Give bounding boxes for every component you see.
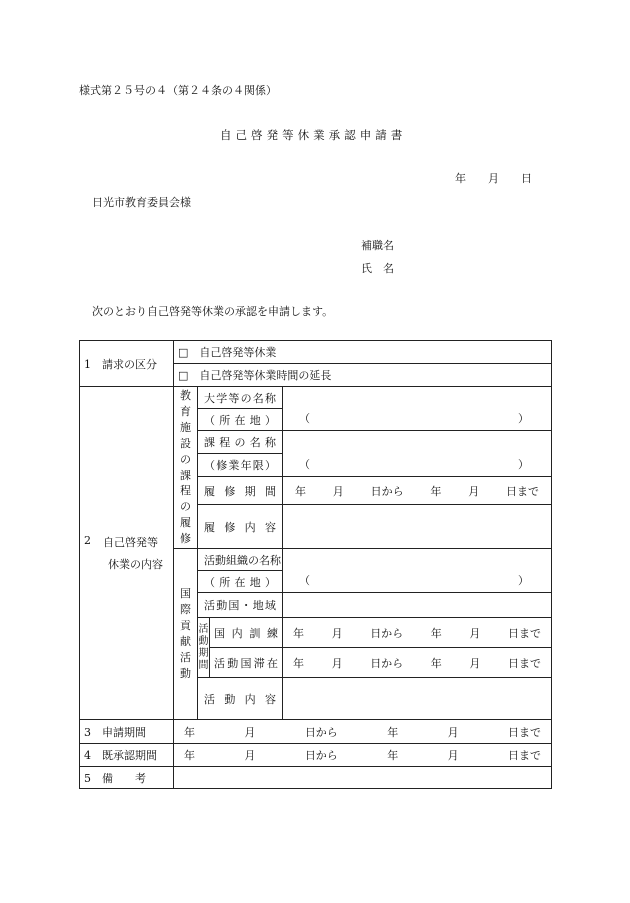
label-char: 活 xyxy=(204,599,215,612)
date-part: 年 xyxy=(184,749,195,762)
label-char: 組 xyxy=(226,553,237,567)
name-label: 氏 名 xyxy=(361,262,394,275)
application-table xyxy=(79,340,552,789)
date-part: 月 xyxy=(331,656,343,670)
date-part: 日から xyxy=(304,749,338,762)
label-char: 内 xyxy=(244,520,256,534)
form-number: 様式第２５号の４（第２４条の４関係） xyxy=(79,84,277,97)
remarks-label: 5 備 考 xyxy=(80,767,174,789)
activity-content-label xyxy=(198,678,283,720)
label-char: 学 xyxy=(216,391,228,405)
vertical-char: の xyxy=(180,500,191,514)
date-part: 年 xyxy=(387,749,399,762)
label-char: 活 xyxy=(204,692,215,706)
label-char: 動 xyxy=(216,599,228,612)
label-char: 所 xyxy=(219,413,231,427)
label-char: 動 xyxy=(227,656,239,670)
label-char: 容 xyxy=(264,520,276,534)
label-char: ） xyxy=(264,459,276,472)
date-part: 月 xyxy=(469,656,481,670)
vertical-char: 設 xyxy=(180,436,191,450)
school-location-label xyxy=(198,409,283,431)
label-char: 在 xyxy=(267,656,278,670)
date-part: 年 xyxy=(430,656,442,670)
vertical-char: 履 xyxy=(180,516,191,530)
label-char: 大 xyxy=(204,391,215,405)
date-part: 日から xyxy=(370,626,404,640)
statement: 次のとおり自己啓発等休業の承認を申請します。 xyxy=(92,305,334,318)
label-char: 地 xyxy=(249,575,261,589)
leave-content-label: 2 自己啓発等 休業の内容 xyxy=(80,387,174,720)
vertical-char: 動 xyxy=(180,666,191,680)
study-content-field[interactable] xyxy=(283,505,552,549)
date-part: 月 xyxy=(468,484,480,498)
date-part: 年 xyxy=(184,725,195,739)
date-part: 月 xyxy=(332,484,344,498)
date-line: 年 月 日 xyxy=(455,172,532,185)
vertical-char: 程 xyxy=(180,484,191,498)
date-part: 日から xyxy=(370,656,404,670)
label-char: 地 xyxy=(249,413,261,427)
study-content-label xyxy=(198,505,283,549)
vertical-char: 教 xyxy=(180,388,191,402)
label-char: 期 xyxy=(244,484,256,498)
label-char: 織 xyxy=(237,553,248,567)
label-char: 称 xyxy=(265,436,276,449)
label-char: 容 xyxy=(264,692,276,706)
abroad-period-field[interactable] xyxy=(283,648,552,678)
label-char: 称 xyxy=(264,391,276,405)
label-char: 名 xyxy=(252,391,264,405)
label-char: 業 xyxy=(228,459,240,472)
label-char: 名 xyxy=(249,436,261,449)
date-part: 月 xyxy=(447,749,459,762)
date-part: 日から xyxy=(304,725,338,739)
approved-period-field[interactable] xyxy=(174,744,552,767)
label-char: ・ xyxy=(240,599,252,612)
label-char: 滞 xyxy=(253,656,265,670)
date-part: 年 xyxy=(293,656,304,670)
label-char: 修 xyxy=(224,484,236,498)
label-char: 履 xyxy=(204,520,215,534)
vertical-char: 際 xyxy=(180,603,191,617)
label-char: 国 xyxy=(214,626,225,640)
date-part: 年 xyxy=(293,626,304,640)
page-title: 自己啓発等休業承認申請書 xyxy=(220,128,407,142)
label-char: 称 xyxy=(270,553,281,567)
course-years-label xyxy=(198,454,283,477)
label-char: （ xyxy=(204,459,215,472)
date-part: 月 xyxy=(244,725,256,739)
label-char: 名 xyxy=(259,553,270,567)
org-name-label xyxy=(198,549,283,571)
label-char: 等 xyxy=(228,391,240,405)
vertical-char: の xyxy=(180,452,191,466)
request-type-label: 1 請求の区分 xyxy=(80,341,174,387)
label-char: 練 xyxy=(266,626,278,640)
label-char: 国 xyxy=(240,656,252,670)
vertical-char: 動 xyxy=(198,635,209,647)
label-char: 地 xyxy=(252,599,264,612)
label-char: 内 xyxy=(244,692,256,706)
org-name-field[interactable]: （ ） xyxy=(283,549,552,593)
label-char: 年 xyxy=(240,459,252,472)
option-extension[interactable]: □ 自己啓発等休業時間の延長 xyxy=(174,364,552,387)
label-char: 在 xyxy=(234,413,246,427)
vertical-char: 活 xyxy=(198,623,209,635)
activity-period-label xyxy=(198,618,210,678)
label-char: 程 xyxy=(219,436,231,449)
date-part: 年 xyxy=(430,484,442,498)
vertical-char: 施 xyxy=(180,420,191,434)
label-char: 限 xyxy=(252,459,264,472)
study-period-field[interactable] xyxy=(283,477,552,505)
domestic-training-label xyxy=(210,618,283,648)
date-part: 月 xyxy=(331,626,343,640)
application-period-label: 3 申請期間 xyxy=(80,720,174,744)
vertical-char: 活 xyxy=(180,650,191,664)
application-period-field[interactable] xyxy=(174,720,552,744)
label-char: ） xyxy=(265,575,276,589)
vertical-char: 間 xyxy=(198,659,209,671)
checkbox-icon[interactable]: □ xyxy=(178,369,189,382)
date-part: 日まで xyxy=(507,626,541,640)
label-char: の xyxy=(248,553,259,567)
date-part: 日まで xyxy=(508,725,542,739)
label-char: 所 xyxy=(219,575,231,589)
label-char: 動 xyxy=(224,692,236,706)
label-char: の xyxy=(234,436,246,449)
vertical-char: 国 xyxy=(180,587,191,601)
domestic-period-field[interactable] xyxy=(283,618,552,648)
study-period-label xyxy=(198,477,283,505)
label-char: 履 xyxy=(204,484,215,498)
course-name-label xyxy=(198,431,283,454)
date-part: 月 xyxy=(469,626,481,640)
option-leave[interactable]: □ 自己啓発等休業 xyxy=(174,341,552,364)
country-label xyxy=(198,593,283,618)
label-char: （ xyxy=(204,575,215,589)
label-char: （ xyxy=(204,413,215,427)
date-part: 年 xyxy=(430,626,442,640)
org-location-label xyxy=(198,571,283,593)
date-part: 日まで xyxy=(505,484,539,498)
label-char: 修 xyxy=(224,520,236,534)
label-char: 国 xyxy=(228,599,240,612)
label-char: 活 xyxy=(214,656,225,670)
school-name-field[interactable]: （ ） xyxy=(283,387,552,431)
label-char: の xyxy=(240,391,252,405)
school-name-label xyxy=(198,387,283,409)
label-char: 活 xyxy=(204,553,215,567)
vertical-char: 期 xyxy=(198,647,209,659)
label-char: 間 xyxy=(264,484,276,498)
abroad-stay-label xyxy=(210,648,283,678)
addressee: 日光市教育委員会様 xyxy=(92,196,191,209)
vertical-char: 修 xyxy=(180,532,191,546)
position-label: 補職名 xyxy=(361,239,394,252)
date-part: 年 xyxy=(387,725,399,739)
date-part: 日まで xyxy=(507,656,541,670)
remarks-field[interactable] xyxy=(174,767,552,789)
vertical-char: 貢 xyxy=(180,619,191,633)
label-char: 在 xyxy=(234,575,246,589)
international-group-label xyxy=(174,549,198,720)
date-part: 年 xyxy=(295,484,306,498)
course-field[interactable]: （ ） xyxy=(283,431,552,477)
checkbox-icon[interactable]: □ xyxy=(178,346,189,359)
date-part: 月 xyxy=(244,749,256,762)
education-group-label xyxy=(174,387,198,549)
date-part: 月 xyxy=(447,725,459,739)
label-char: 訓 xyxy=(249,626,261,640)
label-char: ） xyxy=(265,413,276,427)
label-char: 内 xyxy=(231,626,243,640)
country-field[interactable] xyxy=(283,593,552,618)
approved-period-label: 4 既承認期間 xyxy=(80,744,174,767)
label-char: 動 xyxy=(215,553,226,567)
date-part: 日から xyxy=(370,484,404,498)
label-char: 域 xyxy=(264,599,276,612)
label-char: 修 xyxy=(216,459,228,472)
vertical-char: 育 xyxy=(180,404,191,418)
label-char: 課 xyxy=(204,436,215,449)
activity-content-field[interactable] xyxy=(283,678,552,720)
date-part: 日まで xyxy=(508,749,542,762)
vertical-char: 課 xyxy=(180,468,191,482)
vertical-char: 献 xyxy=(180,635,191,648)
